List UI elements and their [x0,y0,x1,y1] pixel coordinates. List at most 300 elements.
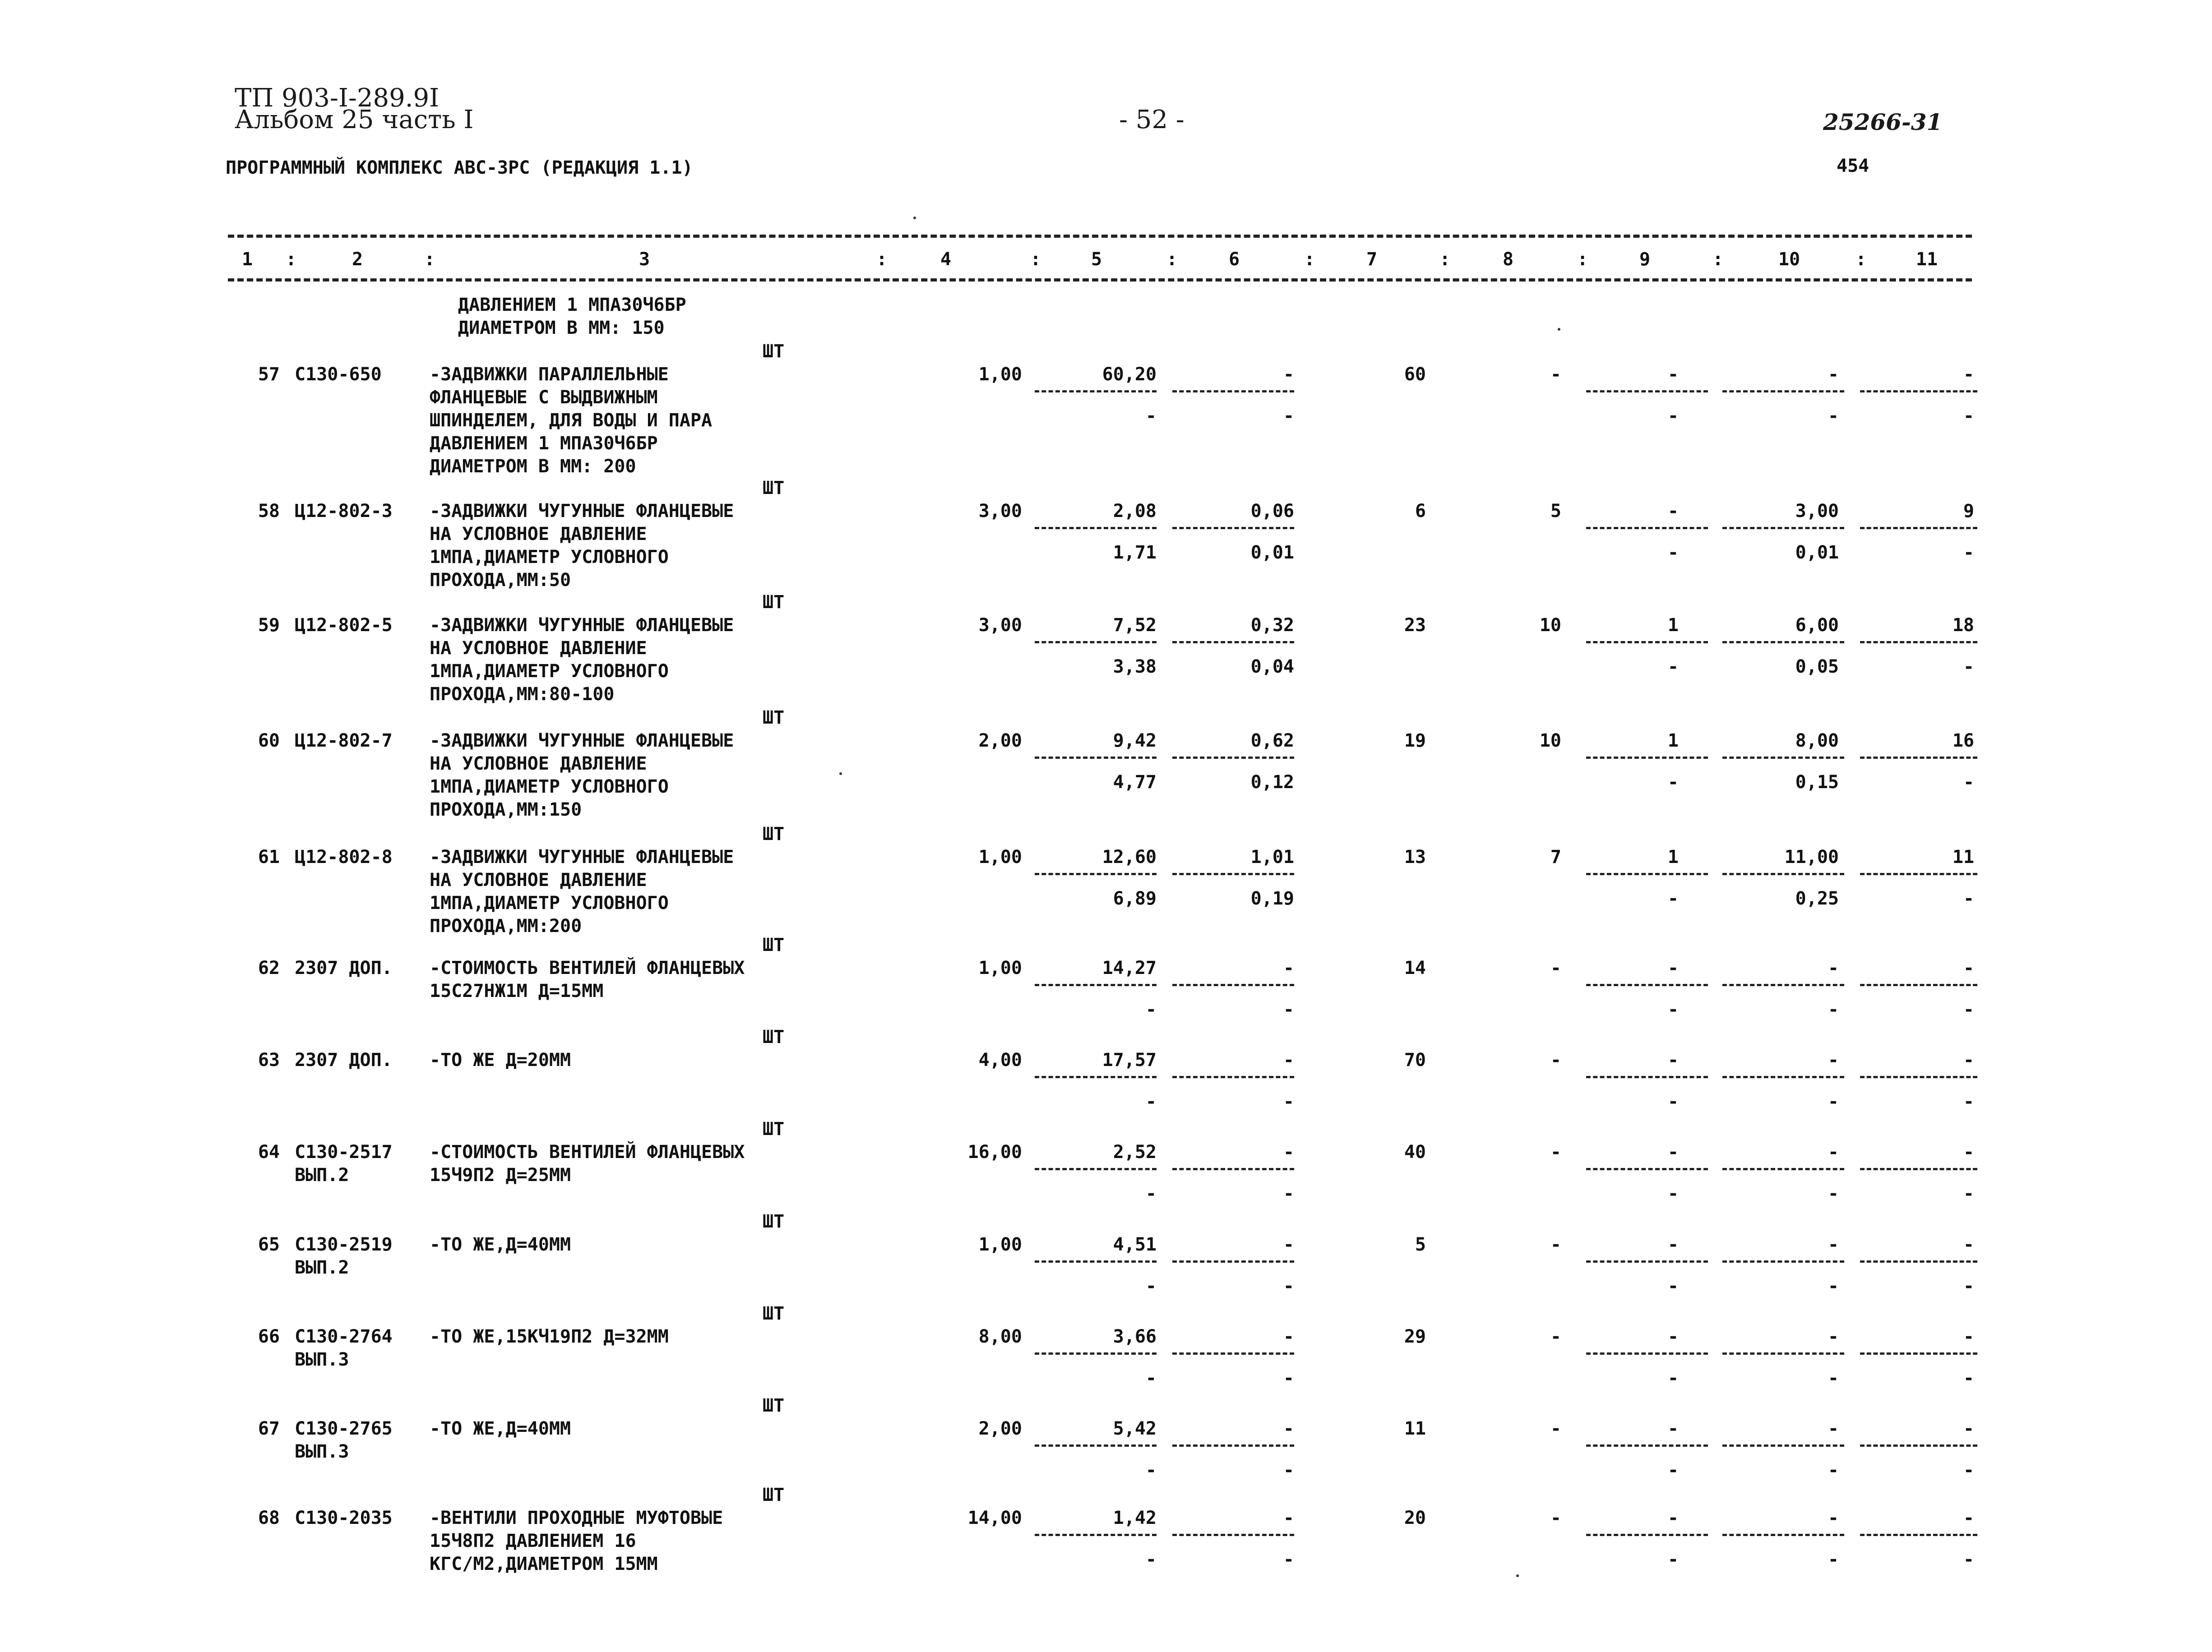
cell-col10-lower: 0,25 [1795,888,1839,909]
cell-col10-lower: - [1828,999,1839,1020]
cell-col11-lower: - [1963,542,1974,563]
row-code: С130-2517 [295,1142,393,1163]
cell-col8: - [1550,1234,1561,1255]
row-description: ПРОХОДА,ММ:80-100 [430,684,615,705]
row-description: ФЛАНЦЕВЫЕ С ВЫДВИЖНЫМ [430,387,658,408]
cell-col8: - [1550,364,1561,385]
cell-col9: - [1667,1418,1679,1439]
cell-col9-lower: - [1667,999,1679,1020]
column-number: 9 [1639,249,1651,270]
cell-dash-rule [1860,527,1977,529]
cell-dash-rule [1722,1168,1844,1170]
cell-dash-rule [1172,1352,1294,1355]
cell-col5: 7,52 [1113,615,1157,636]
row-description: 1МПА,ДИАМЕТР УСЛОВНОГО [430,893,669,914]
cell-col10-lower: - [1828,1549,1839,1570]
cell-col9: - [1667,958,1679,978]
cell-col5-lower: 4,77 [1113,772,1157,793]
cell-col11-lower: - [1963,1368,1974,1389]
cell-col5: 5,42 [1113,1418,1157,1439]
cell-col10: - [1828,1234,1839,1255]
cell-dash-rule [1172,1534,1294,1536]
cell-dash-rule [1035,1168,1157,1170]
cell-col10-lower: 0,05 [1795,656,1839,677]
cell-col6: 0,32 [1250,615,1294,636]
cell-col6: 0,06 [1250,501,1294,521]
cell-dash-rule [1860,1076,1977,1078]
row-number: 57 [258,364,280,385]
cell-dash-rule [1172,1444,1294,1447]
cell-col6-lower: - [1283,1091,1294,1112]
row-description: ПРОХОДА,ММ:50 [430,570,571,591]
cell-quantity: 2,00 [978,730,1022,751]
cell-dash-rule [1035,1352,1157,1355]
cell-col9: - [1667,1234,1679,1255]
cell-col7: 70 [1404,1050,1426,1071]
cell-col11: 18 [1952,615,1974,636]
cell-dash-rule [1172,1168,1294,1170]
cell-col7: 11 [1404,1418,1426,1439]
row-description: 15С27НЖ1М Д=15ММ [430,981,604,1001]
cell-dash-rule [1722,527,1844,529]
cell-quantity: 2,00 [978,1418,1022,1439]
cell-col7: 23 [1404,615,1426,636]
cell-col11: 11 [1952,847,1974,868]
row-code: С130-650 [295,364,382,385]
row-code: С130-2764 [295,1326,393,1347]
cell-col7: 13 [1404,847,1426,868]
cell-col9-lower: - [1667,1460,1679,1481]
cell-col7: 14 [1404,958,1426,978]
row-code: С130-2519 [295,1234,393,1255]
row-description: 15Ч9П2 Д=25ММ [430,1165,571,1186]
row-description: ПРОХОДА,ММ:200 [430,916,582,937]
cell-quantity: 3,00 [978,615,1022,636]
cell-col10: - [1828,958,1839,978]
cell-col6: - [1283,1508,1294,1528]
cell-col10: 3,00 [1795,501,1839,521]
row-description: ШПИНДЕЛЕМ, ДЛЯ ВОДЫ И ПАРА [430,410,713,431]
cell-quantity: 1,00 [978,958,1022,978]
row-description: -ЗАДВИЖКИ ЧУГУННЫЕ ФЛАНЦЕВЫЕ [430,615,734,636]
row-description: НА УСЛОВНОЕ ДАВЛЕНИЕ [430,524,647,545]
row-number: 65 [258,1234,280,1255]
cell-col8: 7 [1550,847,1561,868]
cell-dash-rule [1722,873,1844,875]
cell-dash-rule [1172,390,1294,392]
cell-col5-lower: - [1145,1368,1157,1389]
cell-dash-rule [1035,1076,1157,1078]
column-separator: : [1577,249,1588,270]
row-code: Ц12-802-5 [295,615,393,636]
cell-col6-lower: - [1283,1183,1294,1204]
row-description: -ТО ЖЕ,15КЧ19П2 Д=32ММ [430,1326,669,1347]
cell-col8: - [1550,1418,1561,1439]
cell-col11: - [1963,958,1974,978]
cell-dash-rule [1172,873,1294,875]
cell-dash-rule [1860,1534,1977,1536]
cell-dash-rule [1586,1260,1708,1263]
cell-col10: 6,00 [1795,615,1839,636]
column-number: 3 [639,249,650,270]
cell-col7: 40 [1404,1142,1426,1163]
cell-dash-rule [1860,1168,1977,1170]
cell-col6-lower: - [1283,1276,1294,1297]
cell-dash-rule [1035,1444,1157,1447]
row-number: 66 [258,1326,280,1347]
cell-col5: 2,08 [1113,501,1157,521]
document-code: ТП 903-I-289.9I [235,83,440,113]
cell-col9-lower: - [1667,1368,1679,1389]
cell-col11-lower: - [1963,888,1974,909]
cell-col5-lower: 3,38 [1113,656,1157,677]
cell-dash-rule [1722,1534,1844,1536]
row-description: -ВЕНТИЛИ ПРОХОДНЫЕ МУФТОВЫЕ [430,1508,723,1528]
cell-dash-rule [1586,1352,1708,1355]
row-description: КГС/М2,ДИАМЕТРОМ 15ММ [430,1554,658,1574]
cell-col9-lower: - [1667,406,1679,426]
cell-col10-lower: - [1828,1276,1839,1297]
cell-col11: - [1963,1326,1974,1347]
cell-col6: - [1283,1326,1294,1347]
cell-quantity: 16,00 [967,1142,1022,1163]
cell-col10: - [1828,364,1839,385]
cell-dash-rule [1860,641,1977,643]
cell-dash-rule [1722,390,1844,392]
unit-label: ШТ [763,1119,785,1140]
cell-col8: - [1550,1326,1561,1347]
cell-dash-rule [1860,1260,1977,1263]
column-separator: : [1304,249,1315,270]
cell-col10: 11,00 [1784,847,1839,868]
cell-col9: 1 [1667,615,1679,636]
cell-dash-rule [1722,1444,1844,1447]
cell-col5: 17,57 [1102,1050,1157,1071]
row-code: ВЫП.2 [295,1165,349,1186]
cell-col6-lower: 0,04 [1250,656,1294,677]
cell-dash-rule [1722,1260,1844,1263]
cell-col9: - [1667,1508,1679,1528]
cell-quantity: 3,00 [978,501,1022,521]
cell-dash-rule [1172,641,1294,643]
unit-label: ШТ [763,592,785,613]
cell-quantity: 1,00 [978,1234,1022,1255]
row-number: 67 [258,1418,280,1439]
row-description: -ЗАДВИЖКИ ЧУГУННЫЕ ФЛАНЦЕВЫЕ [430,847,734,868]
cell-col9: 1 [1667,847,1679,868]
cell-dash-rule [1172,527,1294,529]
column-number: 1 [241,249,253,270]
unit-label: ШТ [763,1485,785,1505]
row-description: НА УСЛОВНОЕ ДАВЛЕНИЕ [430,638,647,659]
cell-dash-rule [1860,873,1977,875]
cell-col8: - [1550,1508,1561,1528]
cell-col9-lower: - [1667,888,1679,909]
unit-label: ШТ [763,707,785,728]
cell-col10: - [1828,1326,1839,1347]
column-number: 8 [1502,249,1514,270]
cell-col7: 5 [1415,1234,1426,1255]
row-description: 15Ч8П2 ДАВЛЕНИЕМ 16 [430,1531,636,1551]
table-top-rule [228,235,1972,238]
cell-col11: - [1963,1234,1974,1255]
cell-quantity: 14,00 [967,1508,1022,1528]
cell-col6: 1,01 [1250,847,1294,868]
row-code: С130-2765 [295,1418,393,1439]
cell-col10-lower: 0,15 [1795,772,1839,793]
column-number: 7 [1366,249,1378,270]
cell-col7: 19 [1404,730,1426,751]
cell-col11-lower: - [1963,656,1974,677]
unit-label: ШТ [763,824,785,844]
cell-col6-lower: 0,19 [1250,888,1294,909]
cell-dash-rule [1860,1444,1977,1447]
cell-col5-lower: 1,71 [1113,542,1157,563]
cell-col9-lower: - [1667,1183,1679,1204]
cell-dash-rule [1860,1352,1977,1355]
cell-dash-rule [1035,1534,1157,1536]
cell-col7: 6 [1415,501,1426,521]
row-description: 1МПА,ДИАМЕТР УСЛОВНОГО [430,661,669,682]
cell-col5: 12,60 [1102,847,1157,868]
cell-col10-lower: - [1828,406,1839,426]
cell-col10-lower: - [1828,1368,1839,1389]
column-separator: : [424,249,435,270]
cell-dash-rule [1172,1076,1294,1078]
cell-col5-lower: - [1145,999,1157,1020]
cell-col5-lower: - [1145,1276,1157,1297]
cell-col11-lower: - [1963,1549,1974,1570]
cell-dash-rule [1722,757,1844,759]
row-description: -ТО ЖЕ Д=20ММ [430,1050,571,1071]
cell-quantity: 8,00 [978,1326,1022,1347]
cell-dash-rule [1722,641,1844,643]
row-code: ВЫП.3 [295,1441,349,1462]
cell-col11-lower: - [1963,772,1974,793]
cell-col11-lower: - [1963,406,1974,426]
table-header-rule [228,278,1972,281]
cell-col11: 16 [1952,730,1974,751]
row-description: НА УСЛОВНОЕ ДАВЛЕНИЕ [430,870,647,891]
cell-col6-lower: 0,12 [1250,772,1294,793]
column-separator: : [1030,249,1041,270]
cell-col11-lower: - [1963,1276,1974,1297]
row-description: -СТОИМОСТЬ ВЕНТИЛЕЙ ФЛАНЦЕВЫХ [430,1142,745,1163]
unit-label: ШТ [763,1211,785,1232]
cell-dash-rule [1586,873,1708,875]
unit-label: ШТ [763,341,785,362]
cell-col10-lower: 0,01 [1795,542,1839,563]
cell-col10: - [1828,1050,1839,1071]
row-code: Ц12-802-3 [295,501,393,521]
cell-quantity: 1,00 [978,847,1022,868]
continuation-line: ДАВЛЕНИЕМ 1 МПА30Ч6БР [458,295,686,315]
cell-dash-rule [1586,757,1708,759]
column-number: 2 [352,249,363,270]
cell-col5: 1,42 [1113,1508,1157,1528]
cell-col5-lower: - [1145,406,1157,426]
row-code: ВЫП.3 [295,1349,349,1370]
row-code: Ц12-802-8 [295,847,393,868]
column-separator: : [1712,249,1724,270]
row-number: 62 [258,958,280,978]
scan-speck [839,772,842,775]
column-separator: : [876,249,888,270]
cell-col7: 60 [1404,364,1426,385]
cell-col6-lower: - [1283,1460,1294,1481]
row-description: ПРОХОДА,ММ:150 [430,799,582,820]
unit-label: ШТ [763,935,785,955]
archive-number: 25266-31 [1823,109,1943,135]
row-description: -ЗАДВИЖКИ ПАРАЛЛЕЛЬНЫЕ [430,364,669,385]
sheet-number: 454 [1837,156,1870,176]
cell-col10-lower: - [1828,1183,1839,1204]
cell-col8: 10 [1539,730,1561,751]
cell-col6-lower: - [1283,1368,1294,1389]
cell-col6: - [1283,1418,1294,1439]
row-description: -СТОИМОСТЬ ВЕНТИЛЕЙ ФЛАНЦЕВЫХ [430,958,745,978]
cell-col8: - [1550,958,1561,978]
cell-dash-rule [1035,527,1157,529]
cell-quantity: 4,00 [978,1050,1022,1071]
column-number: 4 [940,249,952,270]
cell-col9-lower: - [1667,772,1679,793]
cell-col9: - [1667,1326,1679,1347]
cell-col5: 9,42 [1113,730,1157,751]
row-number: 61 [258,847,280,868]
cell-dash-rule [1586,984,1708,986]
unit-label: ШТ [763,1027,785,1047]
row-number: 68 [258,1508,280,1528]
cell-col11: 9 [1963,501,1974,521]
cell-col5: 60,20 [1102,364,1157,385]
column-separator: : [1166,249,1178,270]
column-separator: : [1439,249,1451,270]
cell-col9-lower: - [1667,1549,1679,1570]
cell-col6-lower: 0,01 [1250,542,1294,563]
row-number: 59 [258,615,280,636]
scan-speck [1558,328,1560,331]
cell-dash-rule [1586,1076,1708,1078]
page-number: - 52 - [1119,105,1185,134]
cell-col8: 5 [1550,501,1561,521]
column-number: 10 [1778,249,1800,270]
row-description: 1МПА,ДИАМЕТР УСЛОВНОГО [430,547,669,568]
cell-col10-lower: - [1828,1460,1839,1481]
cell-col6-lower: - [1283,999,1294,1020]
cell-col11: - [1963,1142,1974,1163]
cell-col6-lower: - [1283,1549,1294,1570]
cell-col6: - [1283,364,1294,385]
cell-col5-lower: - [1145,1460,1157,1481]
cell-dash-rule [1586,1444,1708,1447]
row-code: 2307 ДОП. [295,958,393,978]
cell-col8: 10 [1539,615,1561,636]
cell-col6: - [1283,958,1294,978]
scan-speck [913,217,916,219]
cell-col9: 1 [1667,730,1679,751]
column-number: 5 [1091,249,1102,270]
column-number: 11 [1916,249,1938,270]
column-separator: : [1856,249,1867,270]
row-number: 60 [258,730,280,751]
cell-dash-rule [1035,641,1157,643]
row-description: -ЗАДВИЖКИ ЧУГУННЫЕ ФЛАНЦЕВЫЕ [430,501,734,521]
cell-dash-rule [1722,984,1844,986]
cell-dash-rule [1860,390,1977,392]
cell-col9: - [1667,501,1679,521]
cell-col5-lower: - [1145,1183,1157,1204]
cell-quantity: 1,00 [978,364,1022,385]
cell-col5: 4,51 [1113,1234,1157,1255]
cell-col10: - [1828,1508,1839,1528]
row-description: -ТО ЖЕ,Д=40ММ [430,1418,571,1439]
row-number: 64 [258,1142,280,1163]
cell-dash-rule [1172,757,1294,759]
cell-col5-lower: - [1145,1091,1157,1112]
cell-col5: 2,52 [1113,1142,1157,1163]
row-description: НА УСЛОВНОЕ ДАВЛЕНИЕ [430,753,647,774]
cell-col11-lower: - [1963,1183,1974,1204]
cell-col7: 29 [1404,1326,1426,1347]
cell-col10: 8,00 [1795,730,1839,751]
cell-col8: - [1550,1142,1561,1163]
cell-col5-lower: 6,89 [1113,888,1157,909]
scan-speck [1516,1574,1519,1577]
cell-dash-rule [1035,873,1157,875]
cell-dash-rule [1035,390,1157,392]
cell-col9-lower: - [1667,1091,1679,1112]
cell-col10: - [1828,1142,1839,1163]
unit-label: ШТ [763,1395,785,1416]
cell-col11: - [1963,1050,1974,1071]
cell-dash-rule [1860,984,1977,986]
cell-col8: - [1550,1050,1561,1071]
row-number: 63 [258,1050,280,1071]
row-description: -ТО ЖЕ,Д=40ММ [430,1234,571,1255]
cell-dash-rule [1860,757,1977,759]
cell-col6: - [1283,1050,1294,1071]
row-code: С130-2035 [295,1508,393,1528]
row-code: 2307 ДОП. [295,1050,393,1071]
cell-dash-rule [1035,757,1157,759]
cell-col11: - [1963,1418,1974,1439]
cell-dash-rule [1586,1168,1708,1170]
cell-col9: - [1667,1050,1679,1071]
row-code: Ц12-802-7 [295,730,393,751]
cell-col9: - [1667,1142,1679,1163]
cell-dash-rule [1172,984,1294,986]
program-title: ПРОГРАММНЫЙ КОМПЛЕКС АВС-3РС (РЕДАКЦИЯ 1.1) [226,157,693,178]
unit-label: ШТ [763,1303,785,1324]
cell-col10: - [1828,1418,1839,1439]
row-number: 58 [258,501,280,521]
column-number: 6 [1228,249,1240,270]
row-description: ДИАМЕТРОМ В ММ: 200 [430,456,636,477]
cell-col5: 3,66 [1113,1326,1157,1347]
cell-col5: 14,27 [1102,958,1157,978]
row-description: -ЗАДВИЖКИ ЧУГУННЫЕ ФЛАНЦЕВЫЕ [430,730,734,751]
cell-dash-rule [1586,641,1708,643]
cell-col6: - [1283,1142,1294,1163]
cell-col9-lower: - [1667,542,1679,563]
unit-label: ШТ [763,478,785,498]
cell-col10-lower: - [1828,1091,1839,1112]
album-label: Альбом 25 часть I [235,105,474,134]
cell-col6: - [1283,1234,1294,1255]
cell-col6-lower: - [1283,406,1294,426]
cell-dash-rule [1722,1076,1844,1078]
